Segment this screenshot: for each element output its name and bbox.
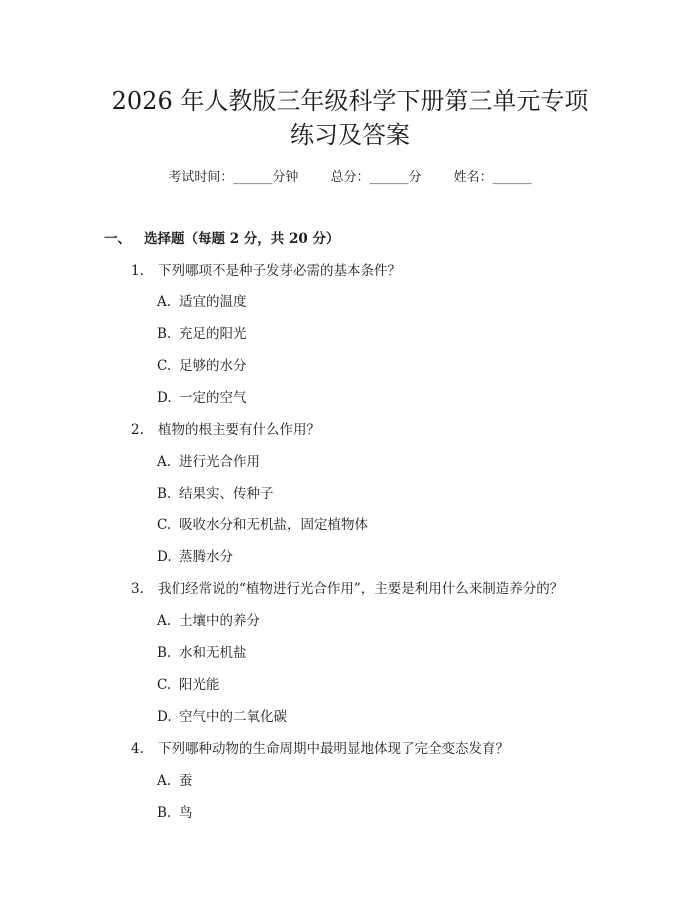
exam-meta <box>0 168 700 188</box>
option-letter: D. <box>157 709 172 725</box>
option-1b <box>157 324 247 344</box>
section-title: 选择题（每题 2 分，共 20 分） <box>144 231 340 247</box>
option-letter: C. <box>157 358 172 374</box>
question-1 <box>131 261 401 281</box>
option-letter: A. <box>157 613 172 629</box>
page-title-line-2: 练习及答案 <box>290 121 410 149</box>
option-letter: A. <box>157 294 172 310</box>
option-1c <box>157 356 247 376</box>
option-3b <box>157 643 247 663</box>
option-3a <box>157 611 260 631</box>
option-letter: B. <box>157 645 172 661</box>
question-number: 1. <box>131 263 144 279</box>
student-name-field: 姓名：______ <box>453 170 532 185</box>
option-letter: D. <box>157 390 172 406</box>
question-2 <box>131 420 320 440</box>
exam-time-field: 考试时间：______分钟 <box>168 170 299 185</box>
option-letter: B. <box>157 326 172 342</box>
question-4 <box>131 739 509 759</box>
option-letter: C. <box>157 517 172 533</box>
option-letter: A. <box>157 773 172 789</box>
question-number: 2. <box>131 422 144 438</box>
question-3 <box>131 579 563 599</box>
option-4a <box>157 771 193 791</box>
option-text: 土壤中的养分 <box>179 613 260 629</box>
option-letter: B. <box>157 805 172 821</box>
option-2d <box>157 547 233 567</box>
option-letter: A. <box>157 454 172 470</box>
option-text: 进行光合作用 <box>179 454 260 470</box>
option-4b <box>157 803 193 823</box>
option-text: 阳光能 <box>179 677 220 693</box>
option-text: 吸收水分和无机盐，固定植物体 <box>179 517 368 533</box>
option-1a <box>157 292 247 312</box>
question-text: 下列哪项不是种子发芽必需的基本条件？ <box>158 263 401 279</box>
option-text: 适宜的温度 <box>179 294 247 310</box>
option-3c <box>157 675 220 695</box>
option-text: 水和无机盐 <box>179 645 247 661</box>
option-text: 足够的水分 <box>179 358 247 374</box>
option-letter: B. <box>157 486 172 502</box>
question-text: 我们经常说的“植物进行光合作用”，主要是利用什么来制造养分的？ <box>158 581 564 597</box>
option-letter: D. <box>157 549 172 565</box>
option-2c <box>157 515 368 535</box>
option-text: 结果实、传种子 <box>179 486 274 502</box>
option-2a <box>157 452 260 472</box>
option-letter: C. <box>157 677 172 693</box>
option-text: 空气中的二氧化碳 <box>179 709 287 725</box>
total-score-field: 总分：______分 <box>330 170 422 185</box>
option-3d <box>157 707 287 727</box>
page-title-line-1: 2026 年人教版三年级科学下册第三单元专项 <box>111 87 589 115</box>
option-1d <box>157 388 247 408</box>
option-text: 蒸腾水分 <box>179 549 233 565</box>
question-number: 4. <box>131 741 144 757</box>
question-number: 3. <box>131 581 144 597</box>
option-text: 充足的阳光 <box>179 326 247 342</box>
section-number: 一、 <box>104 231 131 247</box>
option-text: 蚕 <box>179 773 193 789</box>
option-2b <box>157 484 274 504</box>
option-text: 鸟 <box>179 805 193 821</box>
question-text: 下列哪种动物的生命周期中最明显地体现了完全变态发育？ <box>158 741 509 757</box>
section-heading <box>104 229 339 249</box>
question-text: 植物的根主要有什么作用？ <box>158 422 320 438</box>
option-text: 一定的空气 <box>179 390 247 406</box>
